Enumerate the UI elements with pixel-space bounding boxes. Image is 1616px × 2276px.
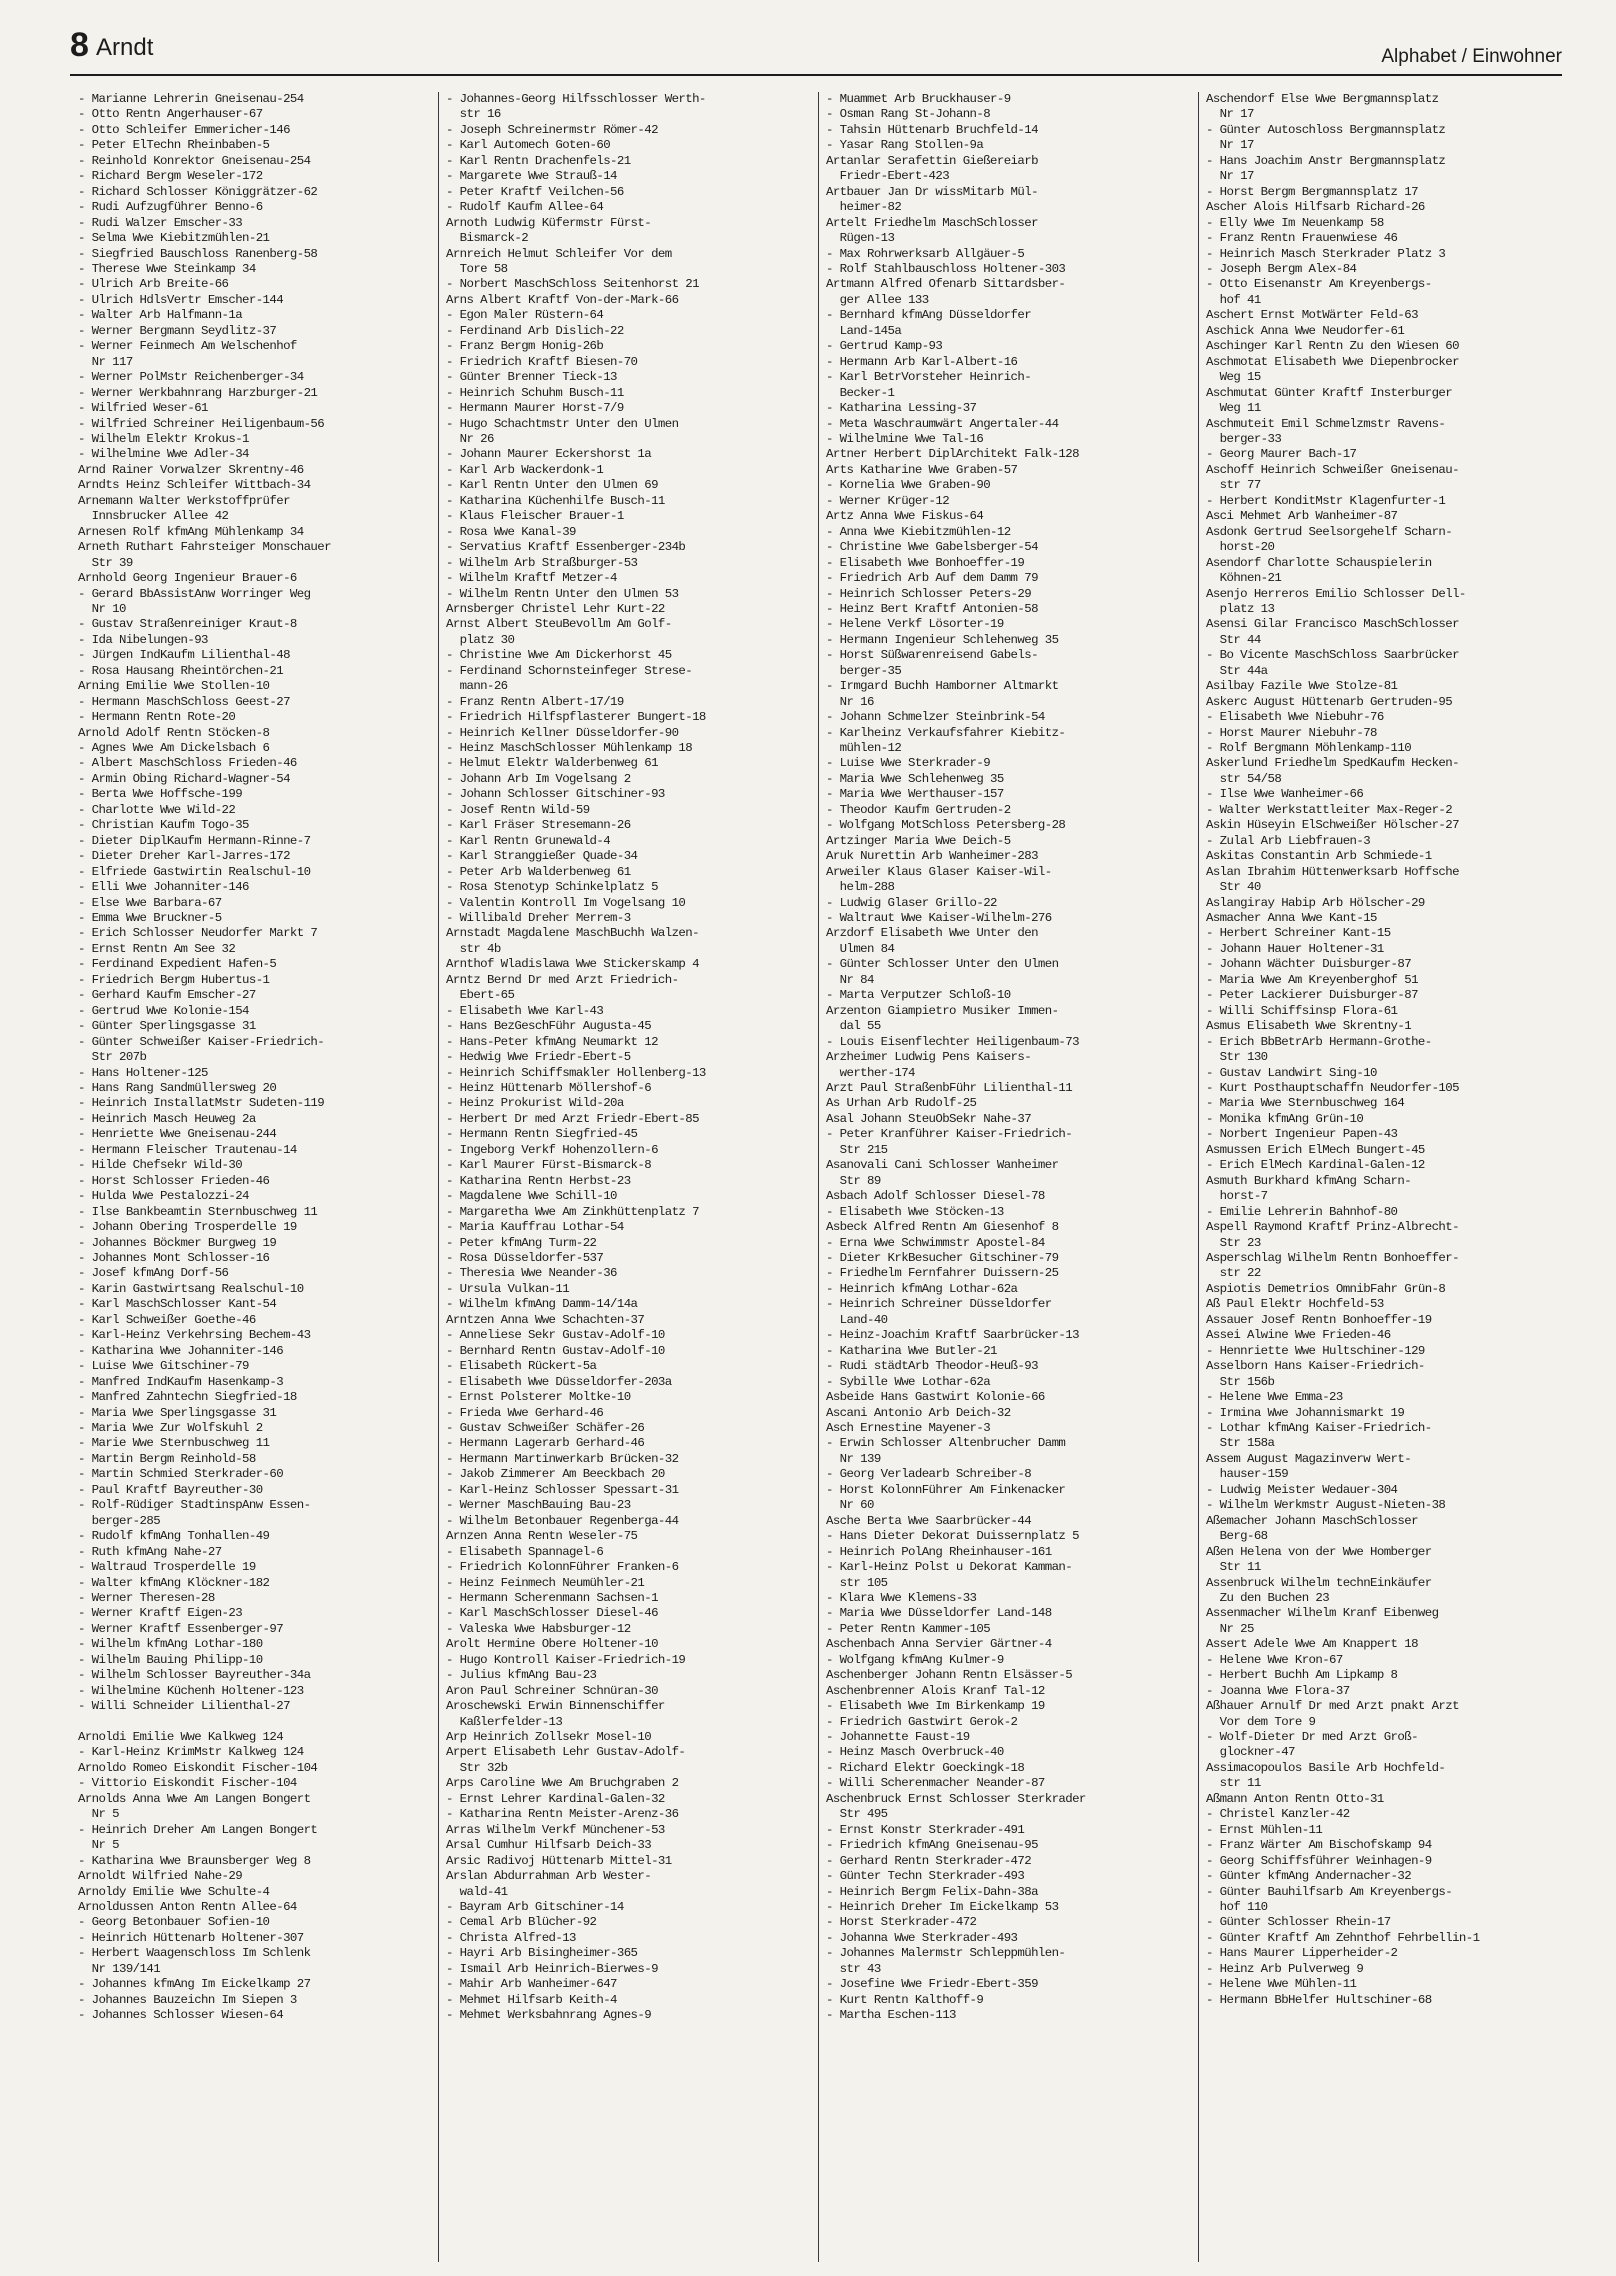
column-divider [818,92,819,2262]
column-divider [438,92,439,2262]
directory-column-4: Aschendorf Else Wwe Bergmannsplatz Nr 17 - Günter Autoschloss Bergmannsplatz Nr 17 - Hans Joachim Anstr Bergmannsplatz Nr 17 - Horst Bergm Bergmannsplatz 17 Ascher Alois Hilfsarb Richard-26 - Elly Wwe Im Neuenkamp 58 - Franz Rentn Frauenwiese 46 - Heinrich Masch Sterkrader Platz 3 - Joseph Bergm Alex-84 - Otto Eisenanstr Am Kreyenbergs- hof 41 Aschert Ernst MotWärter Feld-63 Aschick Anna Wwe Neudorfer-61 Aschinger Karl Rentn Zu den Wiesen 60 Aschmotat Elisabeth Wwe Diepenbrocker Weg 15 Aschmutat Günter Kraftf Insterburger Weg 11 Aschmuteit Emil Schmelzmstr Ravens- berger-33 - Georg Maurer Bach-17 Aschoff Heinrich Schweißer Gneisenau- str 77 - Herbert KonditMstr Klagenfurter-1 Asci Mehmet Arb Wanheimer-87 Asdonk Gertrud Seelsorgehelf Scharn- horst-20 Asendorf Charlotte Schauspielerin Köhnen-21 Asenjo Herreros Emilio Schlosser Dell- platz 13 Asensi Gilar Francisco MaschSchlosser Str 44 - Bo Vicente MaschSchloss Saarbrücker Str 44a Asilbay Fazile Wwe Stolze-81 Askerc August Hüttenarb Gertruden-95 - Elisabeth Wwe Niebuhr-76 - Horst Maurer Niebuhr-78 - Rolf Bergmann Möhlenkamp-110 Askerlund Friedhelm SpedKaufm Hecken- str 54/58 - Ilse Wwe Wanheimer-66 - Walter Werkstattleiter Max-Reger-2 Askin Hüseyin ElSchweißer Hölscher-27 - Zulal Arb Liebfrauen-3 Askitas Constantin Arb Schmiede-1 Aslan Ibrahim Hüttenwerksarb Hoffsche Str 40 Aslangiray Habip Arb Hölscher-29 Asmacher Anna Wwe Kant-15 - Herbert Schreiner Kant-15 - Johann Hauer Holtener-31 - Johann Wächter Duisburger-87 - Maria Wwe Am Kreyenberghof 51 - Peter Lackierer Duisburger-87 - Willi Schiffsinsp Flora-61 Asmus Elisabeth Wwe Skrentny-1 - Erich BbBetrArb Hermann-Grothe- Str 130 - Gustav Landwirt Sing-10 - Kurt Posthauptschaffn Neudorfer-105 - Maria Wwe Sternbuschweg 164 - Monika kfmAng Grün-10 - Norbert Ingenieur Papen-43 Asmussen Erich ElMech Bungert-45 - Erich ElMech Kardinal-Galen-12 Asmuth Burkhard kfmAng Scharn- horst-7 - Emilie Lehrerin Bahnhof-80 Aspell Raymond Kraftf Prinz-Albrecht- Str 23 Asperschlag Wilhelm Rentn Bonhoeffer- str 22 Aspiotis Demetrios OmnibFahr Grün-8 Aß Paul Elektr Hochfeld-53 Assauer Josef Rentn Bonhoeffer-19 Assei Alwine Wwe Frieden-46 - Hennriette Wwe Hultschiner-129 Asselborn Hans Kaiser-Friedrich- Str 156b - Helene Wwe Emma-23 - Irmina Wwe Johannismarkt 19 - Lothar kfmAng Kaiser-Friedrich- Str 158a Assem August Magazinverw Wert- hauser-159 - Ludwig Meister Wedauer-304 - Wilhelm Werkmstr August-Nieten-38 Aßemacher Johann MaschSchlosser Berg-68 Aßen Helena von der Wwe Homberger Str 11 Assenbruck Wilhelm technEinkäufer Zu den Buchen 23 Assenmacher Wilhelm Kranf Eibenweg Nr 25 Assert Adele Wwe Am Knappert 18 - Helene Wwe Kron-67 - Herbert Buchh Am Lipkamp 8 - Joanna Wwe Flora-37 Aßhauer Arnulf Dr med Arzt pnakt Arzt Vor dem Tore 9 - Wolf-Dieter Dr med Arzt Groß- glockner-47 Assimacopoulos Basile Arb Hochfeld- str 11 Aßmann Anton Rentn Otto-31 - Christel Kanzler-42 - Ernst Mühlen-11 - Franz Wärter Am Bischofskamp 94 - Georg Schiffsführer Weinhagen-9 - Günter kfmAng Andernacher-32 - Günter Bauhilfsarb Am Kreyenbergs- hof 110 - Günter Schlosser Rhein-17 - Günter Kraftf Am Zehnthof Fehrbellin-1 - Hans Maurer Lipperheider-2 - Heinz Arb Pulverweg 9 - Helene Wwe Mühlen-11 - Hermann BbHelfer Hultschiner-68 [1206,92,1480,2007]
directory-column-2: - Johannes-Georg Hilfsschlosser Werth- str 16 - Joseph Schreinermstr Römer-42 - Karl Automech Goten-60 - Karl Rentn Drachenfels-21 - Margarete Wwe Strauß-14 - Peter Kraftf Veilchen-56 - Rudolf Kaufm Allee-64 Arnoth Ludwig Küfermstr Fürst- Bismarck-2 Arnreich Helmut Schleifer Vor dem Tore 58 - Norbert MaschSchloss Seitenhorst 21 Arns Albert Kraftf Von-der-Mark-66 - Egon Maler Rüstern-64 - Ferdinand Arb Dislich-22 - Franz Bergm Honig-26b - Friedrich Kraftf Biesen-70 - Günter Brenner Tieck-13 - Heinrich Schuhm Busch-11 - Hermann Maurer Horst-7/9 - Hugo Schachtmstr Unter den Ulmen Nr 26 - Johann Maurer Eckershorst 1a - Karl Arb Wackerdonk-1 - Karl Rentn Unter den Ulmen 69 - Katharina Küchenhilfe Busch-11 - Klaus Fleischer Brauer-1 - Rosa Wwe Kanal-39 - Servatius Kraftf Essenberger-234b - Wilhelm Arb Straßburger-53 - Wilhelm Kraftf Metzer-4 - Wilhelm Rentn Unter den Ulmen 53 Arnsberger Christel Lehr Kurt-22 Arnst Albert SteuBevollm Am Golf- platz 30 - Christine Wwe Am Dickerhorst 45 - Ferdinand Schornsteinfeger Strese- mann-26 - Franz Rentn Albert-17/19 - Friedrich Hilfspflasterer Bungert-18 - Heinrich Kellner Düsseldorfer-90 - Heinz MaschSchlosser Mühlenkamp 18 - Helmut Elektr Walderbenweg 61 - Johann Arb Im Vogelsang 2 - Johann Schlosser Gitschiner-93 - Josef Rentn Wild-59 - Karl Fräser Stresemann-26 - Karl Rentn Grunewald-4 - Karl Stranggießer Quade-34 - Peter Arb Walderbenweg 61 - Rosa Stenotyp Schinkelplatz 5 - Valentin Kontroll Im Vogelsang 10 - Willibald Dreher Merrem-3 Arnstadt Magdalene MaschBuchh Walzen- str 4b Arnthof Wladislawa Wwe Stickerskamp 4 Arntz Bernd Dr med Arzt Friedrich- Ebert-65 - Elisabeth Wwe Karl-43 - Hans BezGeschFühr Augusta-45 - Hans-Peter kfmAng Neumarkt 12 - Hedwig Wwe Friedr-Ebert-5 - Heinrich Schiffsmakler Hollenberg-13 - Heinz Hüttenarb Möllershof-6 - Heinz Prokurist Wild-20a - Herbert Dr med Arzt Friedr-Ebert-85 - Hermann Rentn Siegfried-45 - Ingeborg Verkf Hohenzollern-6 - Karl Maurer Fürst-Bismarck-8 - Katharina Rentn Herbst-23 - Magdalene Wwe Schill-10 - Margaretha Wwe Am Zinkhüttenplatz 7 - Maria Kauffrau Lothar-54 - Peter kfmAng Turm-22 - Rosa Düsseldorfer-537 - Theresia Wwe Neander-36 - Ursula Vulkan-11 - Wilhelm kfmAng Damm-14/14a Arntzen Anna Wwe Schachten-37 - Anneliese Sekr Gustav-Adolf-10 - Bernhard Rentn Gustav-Adolf-10 - Elisabeth Rückert-5a - Elisabeth Wwe Düsseldorfer-203a - Ernst Polsterer Moltke-10 - Frieda Wwe Gerhard-46 - Gustav Schweißer Schäfer-26 - Hermann Lagerarb Gerhard-46 - Hermann Martinwerkarb Brücken-32 - Jakob Zimmerer Am Beeckbach 20 - Karl-Heinz Schlosser Spessart-31 - Werner MaschBauing Bau-23 - Wilhelm Betonbauer Regenberga-44 Arnzen Anna Rentn Weseler-75 - Elisabeth Spannagel-6 - Friedrich KolonnFührer Franken-6 - Heinz Feinmech Neumühler-21 - Hermann Scherenmann Sachsen-1 - Karl MaschSchlosser Diesel-46 - Valeska Wwe Habsburger-12 Arolt Hermine Obere Holtener-10 - Hugo Kontroll Kaiser-Friedrich-19 - Julius kfmAng Bau-23 Aron Paul Schreiner Schnüran-30 Aroschewski Erwin Binnenschiffer Kaßlerfelder-13 Arp Heinrich Zollsekr Mosel-10 Arpert Elisabeth Lehr Gustav-Adolf- Str 32b Arps Caroline Wwe Am Bruchgraben 2 - Ernst Lehrer Kardinal-Galen-32 - Katharina Rentn Meister-Arenz-36 Arras Wilhelm Verkf Münchener-53 Arsal Cumhur Hilfsarb Deich-33 Arsic Radivoj Hüttenarb Mittel-31 Arslan Abdurrahman Arb Wester- wald-41 - Bayram Arb Gitschiner-14 - Cemal Arb Blücher-92 - Christa Alfred-13 - Hayri Arb Bisingheimer-365 - Ismail Arb Heinrich-Bierwes-9 - Mahir Arb Wanheimer-647 - Mehmet Hilfsarb Keith-4 - Mehmet Werksbahnrang Agnes-9 [446,92,706,2023]
header-word: Arndt [96,34,154,61]
directory-column-1: - Marianne Lehrerin Gneisenau-254 - Otto Rentn Angerhauser-67 - Otto Schleifer Emmericher-146 - Peter ElTechn Rheinbaben-5 - Reinhold Konrektor Gneisenau-254 - Richard Bergm Weseler-172 - Richard Schlosser Königgrätzer-62 - Rudi Aufzugführer Benno-6 - Rudi Walzer Emscher-33 - Selma Wwe Kiebitzmühlen-21 - Siegfried Bauschloss Ranenberg-58 - Therese Wwe Steinkamp 34 - Ulrich Arb Breite-66 - Ulrich HdlsVertr Emscher-144 - Walter Arb Halfmann-1a - Werner Bergmann Seydlitz-37 - Werner Feinmech Am Welschenhof Nr 117 - Werner PolMstr Reichenberger-34 - Werner Werkbahnrang Harzburger-21 - Wilfried Weser-61 - Wilfried Schreiner Heiligenbaum-56 - Wilhelm Elektr Krokus-1 - Wilhelmine Wwe Adler-34 Arnd Rainer Vorwalzer Skrentny-46 Arndts Heinz Schleifer Wittbach-34 Arnemann Walter Werkstoffprüfer Innsbrucker Allee 42 Arnesen Rolf kfmAng Mühlenkamp 34 Arneth Ruthart Fahrsteiger Monschauer Str 39 Arnhold Georg Ingenieur Brauer-6 - Gerard BbAssistAnw Worringer Weg Nr 10 - Gustav Straßenreiniger Kraut-8 - Ida Nibelungen-93 - Jürgen IndKaufm Lilienthal-48 - Rosa Hausang Rheintörchen-21 Arning Emilie Wwe Stollen-10 - Hermann MaschSchloss Geest-27 - Hermann Rentn Rote-20 Arnold Adolf Rentn Stöcken-8 - Agnes Wwe Am Dickelsbach 6 - Albert MaschSchloss Frieden-46 - Armin Obing Richard-Wagner-54 - Berta Wwe Hoffsche-199 - Charlotte Wwe Wild-22 - Christian Kaufm Togo-35 - Dieter DiplKaufm Hermann-Rinne-7 - Dieter Dreher Karl-Jarres-172 - Elfriede Gastwirtin Realschul-10 - Elli Wwe Johanniter-146 - Else Wwe Barbara-67 - Emma Wwe Bruckner-5 - Erich Schlosser Neudorfer Markt 7 - Ernst Rentn Am See 32 - Ferdinand Expedient Hafen-5 - Friedrich Bergm Hubertus-1 - Gerhard Kaufm Emscher-27 - Gertrud Wwe Kolonie-154 - Günter Sperlingsgasse 31 - Günter Schweißer Kaiser-Friedrich- Str 207b - Hans Holtener-125 - Hans Rang Sandmüllersweg 20 - Heinrich InstallatMstr Sudeten-119 - Heinrich Masch Heuweg 2a - Henriette Wwe Gneisenau-244 - Hermann Fleischer Trautenau-14 - Hilde Chefsekr Wild-30 - Horst Schlosser Frieden-46 - Hulda Wwe Pestalozzi-24 - Ilse Bankbeamtin Sternbuschweg 11 - Johann Obering Trosperdelle 19 - Johannes Böckmer Burgweg 19 - Johannes Mont Schlosser-16 - Josef kfmAng Dorf-56 - Karin Gastwirtsang Realschul-10 - Karl MaschSchlosser Kant-54 - Karl Schweißer Goethe-46 - Karl-Heinz Verkehrsing Bechem-43 - Katharina Wwe Johanniter-146 - Luise Wwe Gitschiner-79 - Manfred IndKaufm Hasenkamp-3 - Manfred Zahntechn Siegfried-18 - Maria Wwe Sperlingsgasse 31 - Maria Wwe Zur Wolfskuhl 2 - Marie Wwe Sternbuschweg 11 - Martin Bergm Reinhold-58 - Martin Schmied Sterkrader-60 - Paul Kraftf Bayreuther-30 - Rolf-Rüdiger StadtinspAnw Essen- berger-285 - Rudolf kfmAng Tonhallen-49 - Ruth kfmAng Nahe-27 - Waltraud Trosperdelle 19 - Walter kfmAng Klöckner-182 - Werner Theresen-28 - Werner Kraftf Eigen-23 - Werner Kraftf Essenberger-97 - Wilhelm kfmAng Lothar-180 - Wilhelm Bauing Philipp-10 - Wilhelm Schlosser Bayreuther-34a - Wilhelmine Küchenh Holtener-123 - Willi Schneider Lilienthal-27 Arnoldi Emilie Wwe Kalkweg 124 - Karl-Heinz KrimMstr Kalkweg 124 Arnoldo Romeo Eiskondit Fischer-104 - Vittorio Eiskondit Fischer-104 Arnolds Anna Wwe Am Langen Bongert Nr 5 - Heinrich Dreher Am Langen Bongert Nr 5 - Katharina Wwe Braunsberger Weg 8 Arnoldt Wilfried Nahe-29 Arnoldy Emilie Wwe Schulte-4 Arnoldussen Anton Rentn Allee-64 - Georg Betonbauer Sofien-10 - Heinrich Hüttenarb Holtener-307 - Herbert Waagenschloss Im Schlenk Nr 139/141 - Johannes kfmAng Im Eickelkamp 27 - Johannes Bauzeichn Im Siepen 3 - Johannes Schlosser Wiesen-64 [78,92,331,2023]
section-title: Alphabet / Einwohner [1381,46,1562,67]
directory-column-3: - Muammet Arb Bruckhauser-9 - Osman Rang St-Johann-8 - Tahsin Hüttenarb Bruchfeld-14 - Yasar Rang Stollen-9a Artanlar Serafettin Gießereiarb Friedr-Ebert-423 Artbauer Jan Dr wissMitarb Mül- heimer-82 Artelt Friedhelm MaschSchlosser Rügen-13 - Max Rohrwerksarb Allgäuer-5 - Rolf Stahlbauschloss Holtener-303 Artmann Alfred Ofenarb Sittardsber- ger Allee 133 - Bernhard kfmAng Düsseldorfer Land-145a - Gertrud Kamp-93 - Hermann Arb Karl-Albert-16 - Karl BetrVorsteher Heinrich- Becker-1 - Katharina Lessing-37 - Meta Waschraumwärt Angertaler-44 - Wilhelmine Wwe Tal-16 Artner Herbert DiplArchitekt Falk-128 Arts Katharine Wwe Graben-57 - Kornelia Wwe Graben-90 - Werner Krüger-12 Artz Anna Wwe Fiskus-64 - Anna Wwe Kiebitzmühlen-12 - Christine Wwe Gabelsberger-54 - Elisabeth Wwe Bonhoeffer-19 - Friedrich Arb Auf dem Damm 79 - Heinrich Schlosser Peters-29 - Heinz Bert Kraftf Antonien-58 - Helene Verkf Lösorter-19 - Hermann Ingenieur Schlehenweg 35 - Horst Süßwarenreisend Gabels- berger-35 - Irmgard Buchh Hamborner Altmarkt Nr 16 - Johann Schmelzer Steinbrink-54 - Karlheinz Verkaufsfahrer Kiebitz- mühlen-12 - Luise Wwe Sterkrader-9 - Maria Wwe Schlehenweg 35 - Maria Wwe Werthauser-157 - Theodor Kaufm Gertruden-2 - Wolfgang MotSchloss Petersberg-28 Artzinger Maria Wwe Deich-5 Aruk Nurettin Arb Wanheimer-283 Arweiler Klaus Glaser Kaiser-Wil- helm-288 - Ludwig Glaser Grillo-22 - Waltraut Wwe Kaiser-Wilhelm-276 Arzdorf Elisabeth Wwe Unter den Ulmen 84 - Günter Schlosser Unter den Ulmen Nr 84 - Marta Verputzer Schloß-10 Arzenton Giampietro Musiker Immen- dal 55 - Louis Eisenflechter Heiligenbaum-73 Arzheimer Ludwig Pens Kaisers- werther-174 Arzt Paul StraßenbFühr Lilienthal-11 As Urhan Arb Rudolf-25 Asal Johann SteuObSekr Nahe-37 - Peter Kranführer Kaiser-Friedrich- Str 215 Asanovali Cani Schlosser Wanheimer Str 89 Asbach Adolf Schlosser Diesel-78 - Elisabeth Wwe Stöcken-13 Asbeck Alfred Rentn Am Giesenhof 8 - Erna Wwe Schwimmstr Apostel-84 - Dieter KrkBesucher Gitschiner-79 - Friedhelm Fernfahrer Duissern-25 - Heinrich kfmAng Lothar-62a - Heinrich Schreiner Düsseldorfer Land-40 - Heinz-Joachim Kraftf Saarbrücker-13 - Katharina Wwe Butler-21 - Rudi städtArb Theodor-Heuß-93 - Sybille Wwe Lothar-62a Asbeide Hans Gastwirt Kolonie-66 Ascani Antonio Arb Deich-32 Asch Ernestine Mayener-3 - Erwin Schlosser Altenbrucher Damm Nr 139 - Georg Verladearb Schreiber-8 - Horst KolonnFührer Am Finkenacker Nr 60 Asche Berta Wwe Saarbrücker-44 - Hans Dieter Dekorat Duissernplatz 5 - Heinrich PolAng Rheinhauser-161 - Karl-Heinz Polst u Dekorat Kamman- str 105 - Klara Wwe Klemens-33 - Maria Wwe Düsseldorfer Land-148 - Peter Rentn Kammer-105 Aschenbach Anna Servier Gärtner-4 - Wolfgang kfmAng Kulmer-9 Aschenberger Johann Rentn Elsässer-5 Aschenbrenner Alois Kranf Tal-12 - Elisabeth Wwe Im Birkenkamp 19 - Friedrich Gastwirt Gerok-2 - Johannette Faust-19 - Heinz Masch Overbruck-40 - Richard Elektr Goeckingk-18 - Willi Scherenmacher Neander-87 Aschenbruck Ernst Schlosser Sterkrader Str 495 - Ernst Konstr Sterkrader-491 - Friedrich kfmAng Gneisenau-95 - Gerhard Rentn Sterkrader-472 - Günter Techn Sterkrader-493 - Heinrich Bergm Felix-Dahn-38a - Heinrich Dreher Im Eickelkamp 53 - Horst Sterkrader-472 - Johanna Wwe Sterkrader-493 - Johannes Malermstr Schleppmühlen- str 43 - Josefine Wwe Friedr-Ebert-359 - Kurt Rentn Kalthoff-9 - Martha Eschen-113 [826,92,1086,2023]
column-divider [1198,92,1199,2262]
page-header [70,24,1562,76]
page-number: 8 [70,26,89,64]
